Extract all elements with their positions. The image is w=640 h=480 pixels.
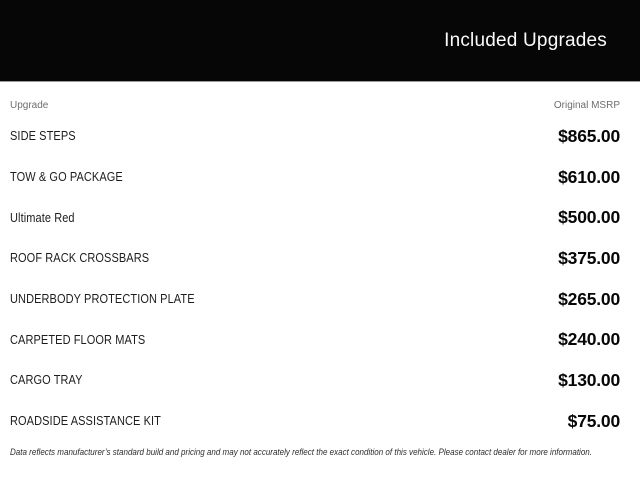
upgrade-price: $130.00 <box>558 369 620 390</box>
column-header-upgrade: Upgrade <box>10 100 49 111</box>
upgrade-name: ROADSIDE ASSISTANCE KIT <box>10 414 161 429</box>
upgrades-rows <box>10 116 620 442</box>
upgrade-price: $375.00 <box>558 247 620 268</box>
table-column-headers <box>10 82 620 111</box>
upgrade-name: CARPETED FLOOR MATS <box>10 332 146 347</box>
upgrade-name: CARGO TRAY <box>10 373 83 388</box>
upgrade-price: $500.00 <box>558 207 620 228</box>
upgrade-name: TOW & GO PACKAGE <box>10 170 123 185</box>
header-banner <box>0 0 640 82</box>
column-header-original-msrp: Original MSRP <box>553 100 620 111</box>
upgrade-name: ROOF RACK CROSSBARS <box>10 251 150 266</box>
page-title: Included Upgrades <box>444 29 607 51</box>
table-row <box>10 401 620 442</box>
table-row <box>10 279 620 320</box>
table-row <box>10 116 620 157</box>
upgrade-name: SIDE STEPS <box>10 129 76 144</box>
table-row <box>10 238 620 279</box>
table-row <box>10 319 620 360</box>
upgrade-price: $240.00 <box>558 329 620 350</box>
upgrade-price: $75.00 <box>567 410 620 431</box>
upgrade-price: $265.00 <box>558 288 620 309</box>
upgrade-name: UNDERBODY PROTECTION PLATE <box>10 292 195 307</box>
upgrade-name: Ultimate Red <box>10 210 75 225</box>
table-row <box>10 197 620 238</box>
upgrade-price: $610.00 <box>558 166 620 187</box>
upgrades-table <box>0 82 640 458</box>
table-row <box>10 157 620 198</box>
table-row <box>10 360 620 401</box>
disclaimer-text: Data reflects manufacturer’s standard build and pricing and may not accurately reflect the exact condition of this vehicle. Please contact dealer for more information. <box>10 446 593 458</box>
upgrade-price: $865.00 <box>558 125 620 146</box>
